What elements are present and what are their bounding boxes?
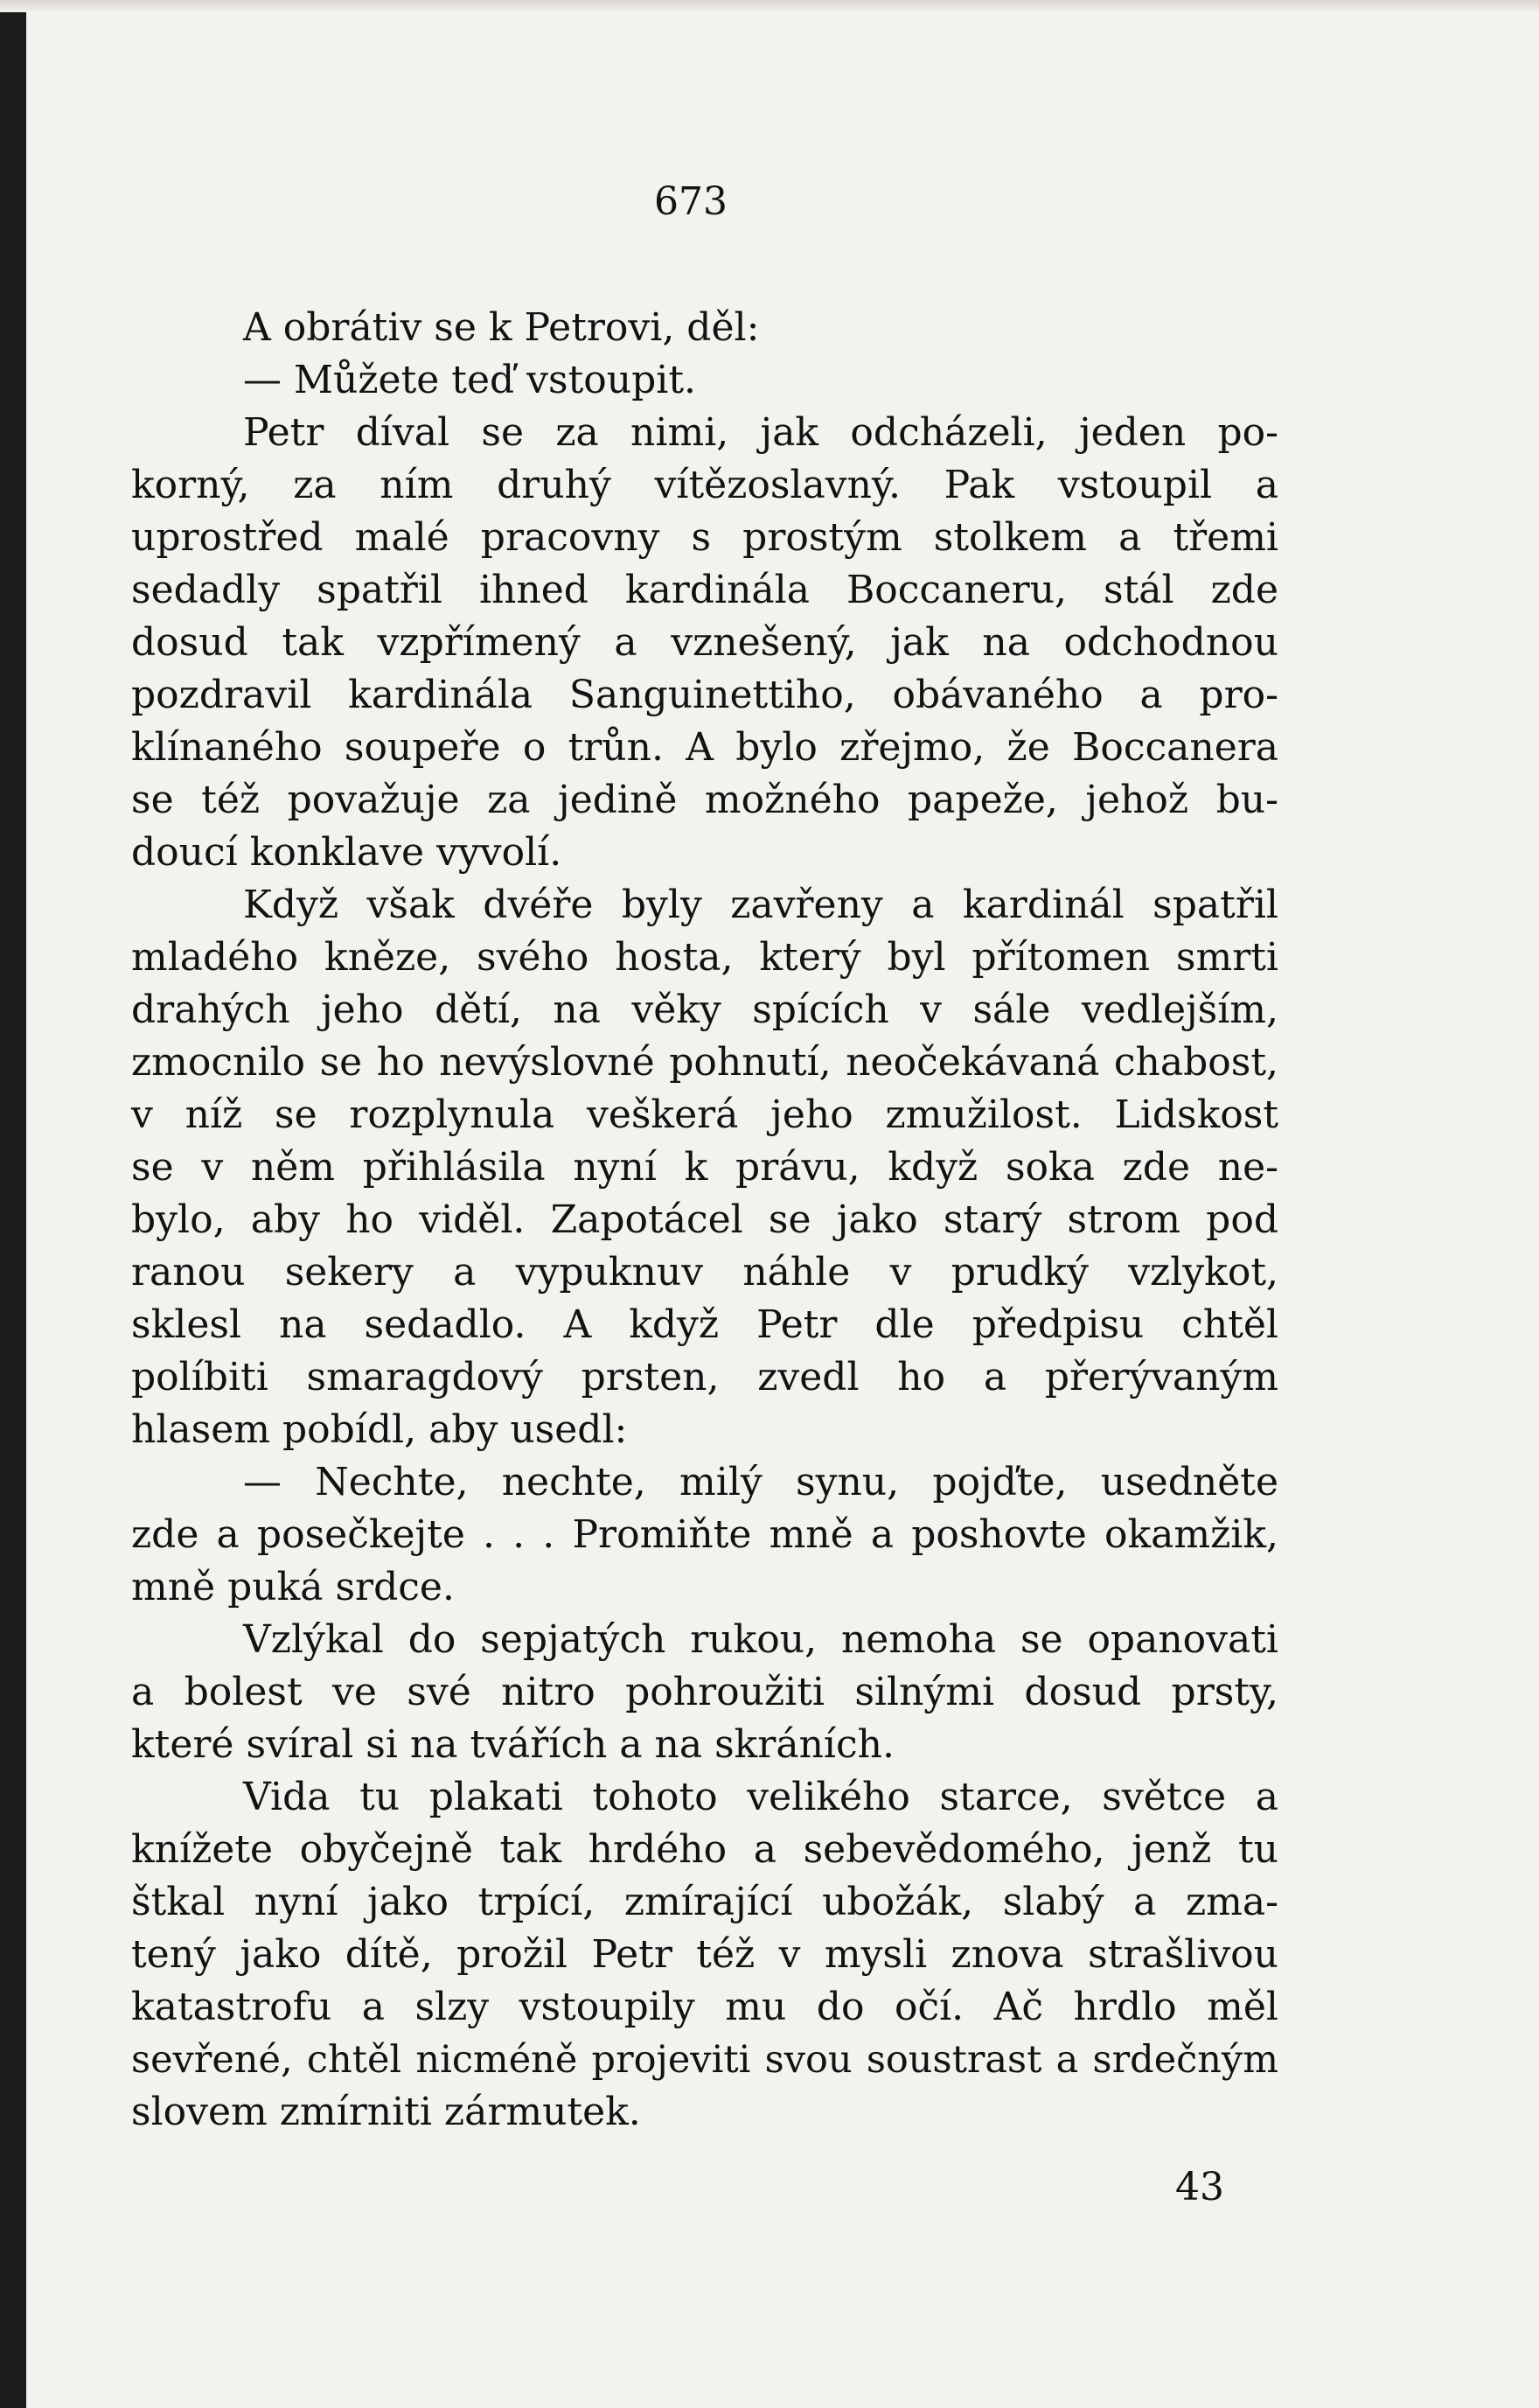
text-line: mně puká srdce. [131, 1565, 455, 1609]
text-line: — Nechte, nechte, milý synu, pojďte, usedněte [243, 1460, 1278, 1504]
text-line: zde a posečkejte . . . Promiňte mně a poshovte okamžik, [131, 1512, 1278, 1557]
body-text [131, 302, 1278, 2139]
text-line: doucí konklave vyvolí. [131, 830, 562, 875]
text-line: Vzlýkal do sepjatých rukou, nemoha se opanovati [243, 1617, 1278, 1662]
text-line: štkal nyní jako trpící, zmírající ubožák, slabý a zma- [131, 1880, 1278, 1924]
signature-mark: 43 [1175, 2165, 1224, 2209]
text-line: pozdravil kardinála Sanguinettiho, obávaného a pro- [131, 673, 1278, 717]
text-line: hlasem pobídl, aby usedl: [131, 1407, 628, 1452]
text-line: se v něm přihlásila nyní k právu, když soka zde ne- [131, 1145, 1278, 1190]
text-line: Petr díval se za nimi, jak odcházeli, jeden po- [243, 410, 1278, 455]
text-line: A obrátiv se k Petrovi, děl: [243, 305, 760, 350]
text-line: zmocnilo se ho nevýslovné pohnutí, neočekávaná chabost, [131, 1040, 1278, 1085]
text-line: v níž se rozplynula veškerá jeho zmužilost. Lidskost [131, 1092, 1278, 1137]
page-number: 673 [654, 179, 728, 224]
text-line: sedadly spatřil ihned kardinála Boccaneru, stál zde [131, 568, 1278, 612]
text-line: korný, za ním druhý vítězoslavný. Pak vstoupil a [131, 463, 1278, 507]
text-line: uprostřed malé pracovny s prostým stolkem a třemi [131, 515, 1278, 560]
text-line: knížete obyčejně tak hrdého a sebevědomého, jenž tu [131, 1827, 1278, 1872]
text-line: tený jako dítě, prožil Petr též v mysli znova strašlivou [131, 1932, 1278, 1977]
text-line: drahých jeho dětí, na věky spících v sále vedlejším, [131, 988, 1278, 1032]
text-line: klínaného soupeře o trůn. A bylo zřejmo, že Boccanera [131, 725, 1278, 770]
text-line: slovem zmírniti zármutek. [131, 2090, 641, 2134]
binding-edge [0, 0, 26, 2408]
text-line: Když však dvéře byly zavřeny a kardinál spatřil [243, 883, 1278, 927]
text-line: které svíral si na tvářích a na skráních. [131, 1722, 895, 1767]
text-line: ranou sekery a vypuknuv náhle v prudký vzlykot, [131, 1250, 1278, 1295]
text-line: Vida tu plakati tohoto velikého starce, světce a [243, 1775, 1278, 1819]
text-line: mladého kněze, svého hosta, který byl přítomen smrti [131, 935, 1278, 980]
text-line: políbiti smaragdový prsten, zvedl ho a přerývaným [131, 1355, 1278, 1399]
text-line: sevřené, chtěl nicméně projeviti svou soustrast a srdečným [131, 2038, 1278, 2082]
text-line: se též považuje za jedině možného papeže, jehož bu- [131, 778, 1278, 822]
text-line: — Můžete teď vstoupit. [243, 358, 697, 402]
text-line: dosud tak vzpřímený a vznešený, jak na odchodnou [131, 620, 1278, 665]
text-line: katastrofu a slzy vstoupily mu do očí. Ač hrdlo měl [131, 1985, 1278, 2029]
page-top-edge [0, 0, 1539, 12]
text-line: sklesl na sedadlo. A když Petr dle předpisu chtěl [131, 1302, 1278, 1347]
text-line: bylo, aby ho viděl. Zapotácel se jako starý strom pod [131, 1197, 1278, 1242]
text-line: a bolest ve své nitro pohroužiti silnými dosud prsty, [131, 1670, 1278, 1714]
